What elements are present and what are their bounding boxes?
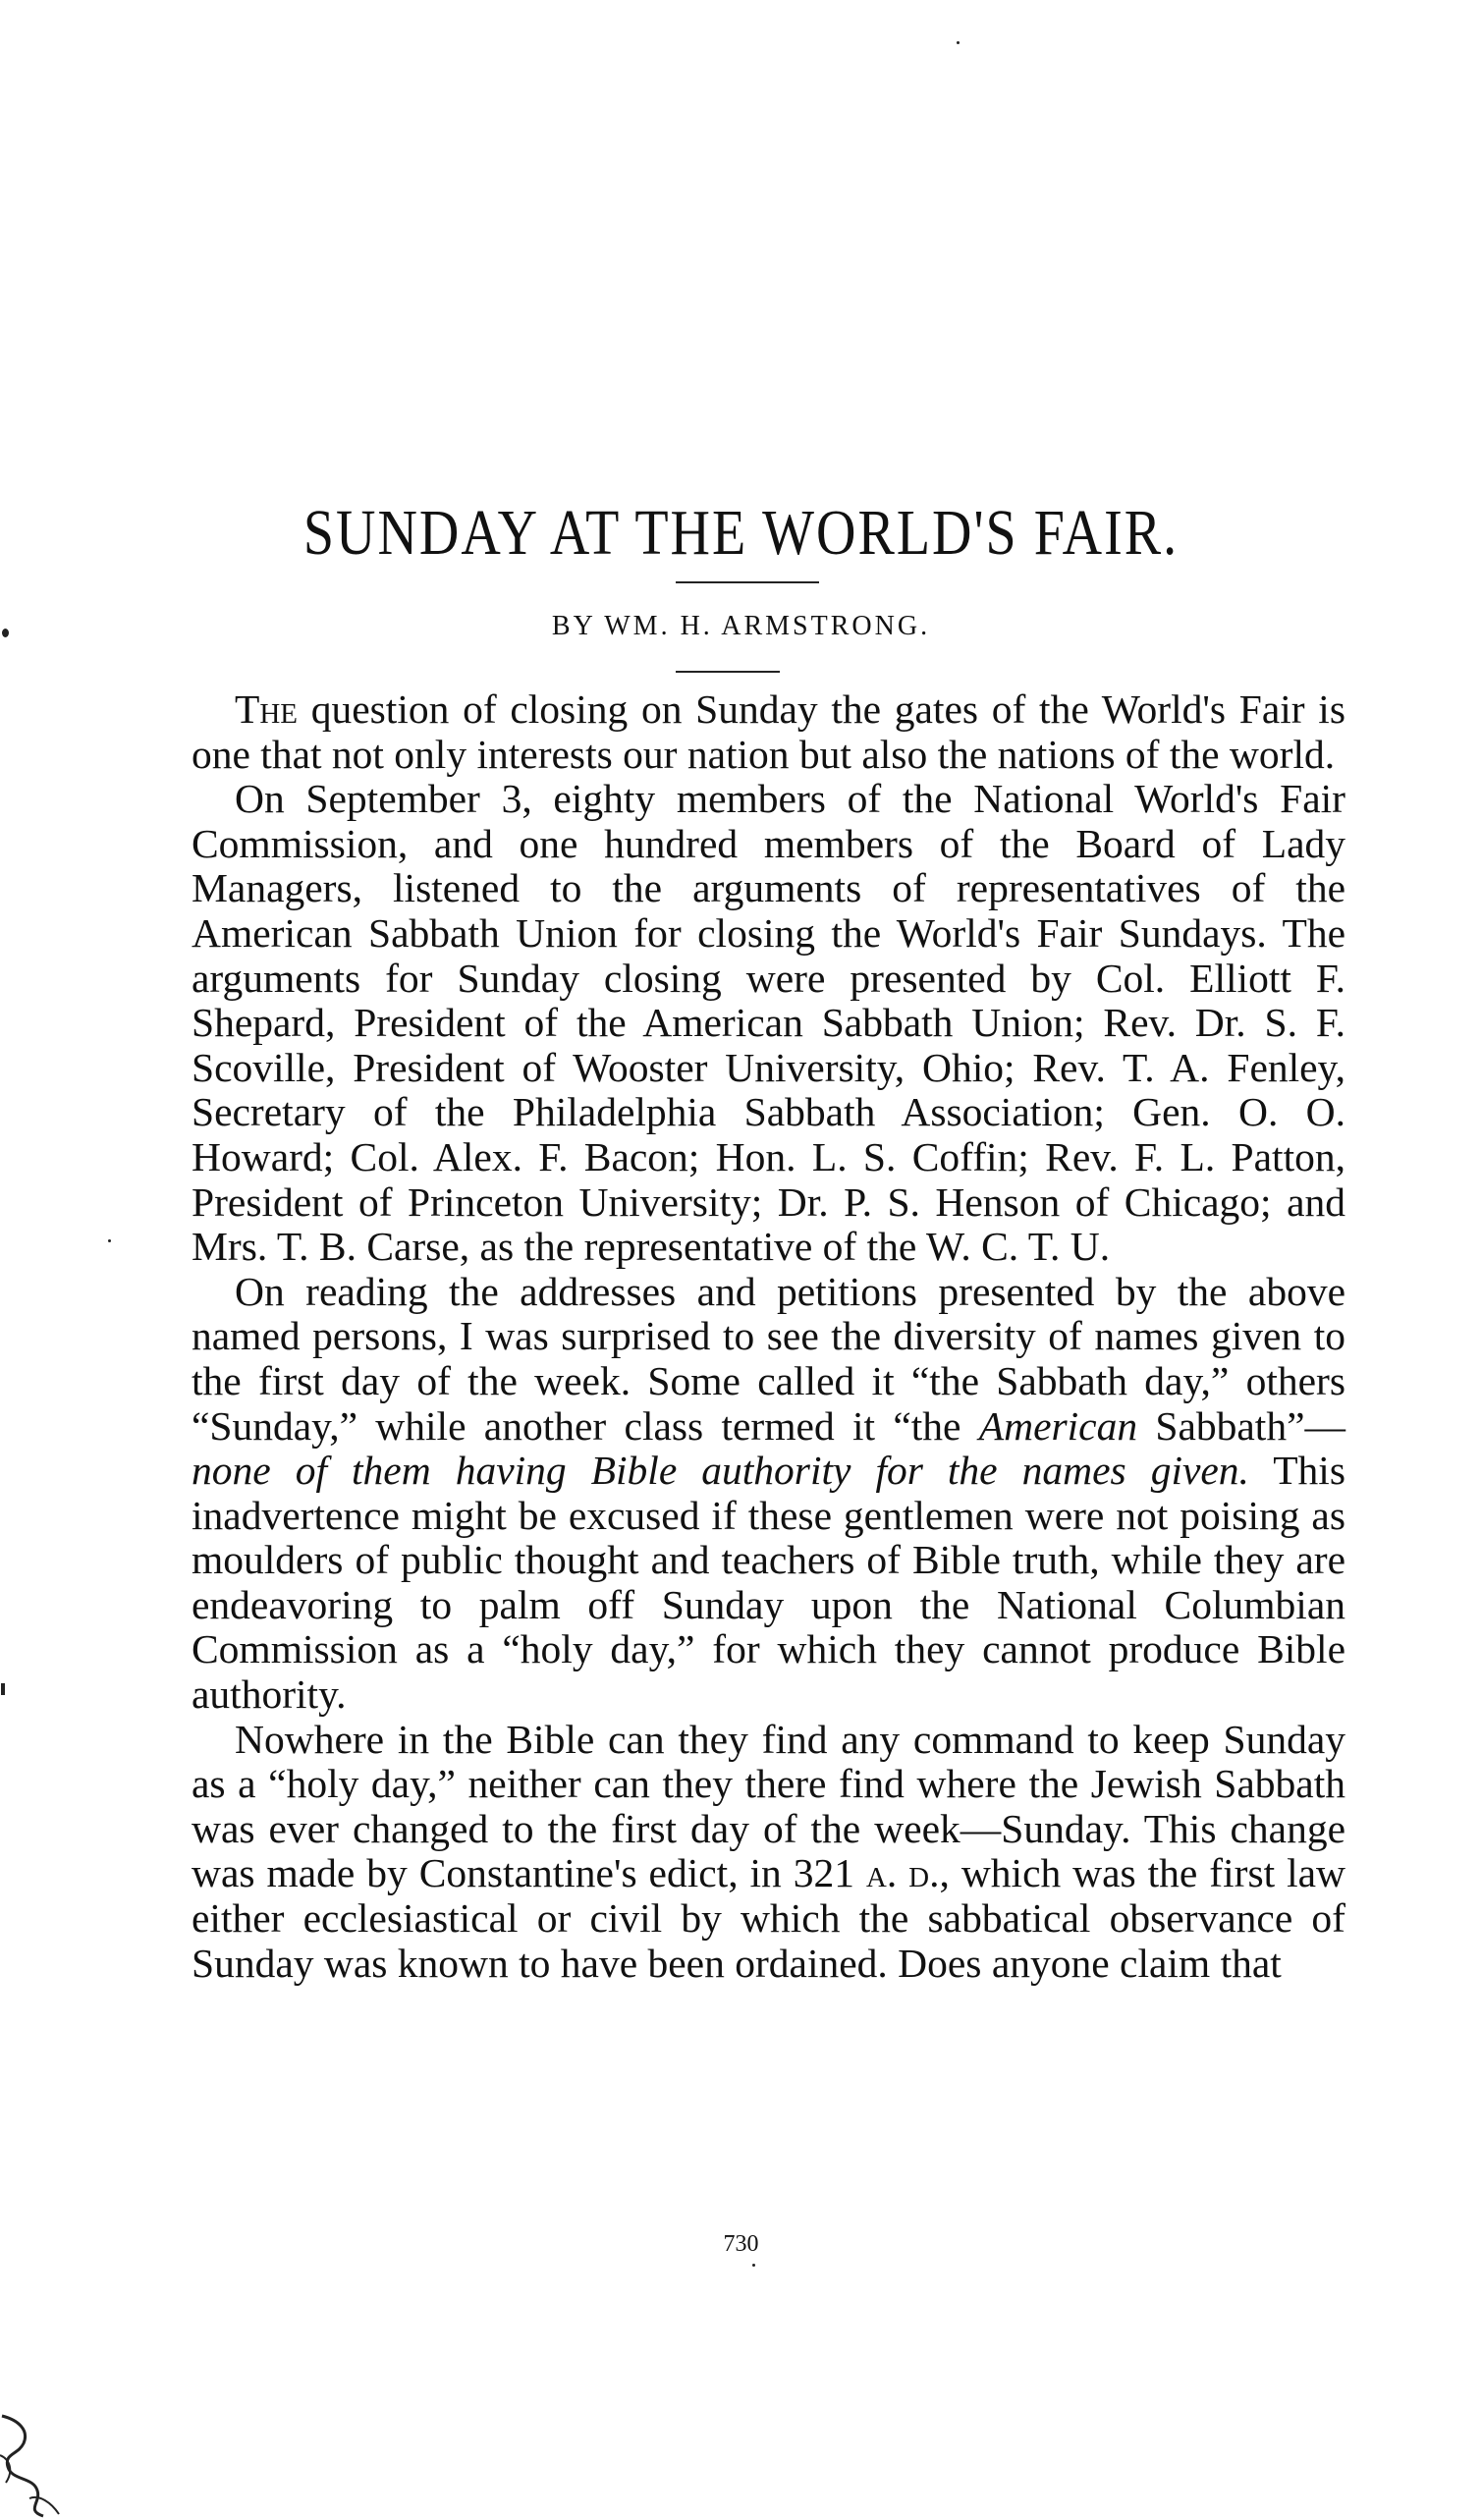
paragraph-3-italic-b: none of them having Bible authority for the names given. (192, 1448, 1249, 1494)
corner-ink-scribble (0, 2396, 79, 2520)
paragraph-1-text: question of closing on Sunday the gates of the World's Fair is one that not only interests our nation but also the nations of the world. (192, 686, 1345, 777)
margin-tick (1, 1683, 5, 1695)
paragraph-3 (192, 1270, 1345, 1718)
article-title: SUNDAY AT THE WORLD'S FAIR. (302, 497, 1180, 570)
article-body (192, 687, 1345, 1986)
paragraph-4-era: a. d. (865, 1850, 940, 1896)
paragraph-3-text-c: This inadvertence might be excused if these gentlemen were not poising as moulders of public thought and teachers of Bible truth, while they are endeavoring to palm off Sunday upon the National Columbian Commission as a “holy day,” for which they cannot produce Bible authority. (192, 1448, 1345, 1718)
paragraph-3-text-a: On reading the addresses and petitions presented by the above named persons, I was surprised to see the diversity of names given to the first day of the week. Some called it “the Sabbath day,” others “Sunday,” while another class termed it “the (192, 1268, 1345, 1449)
paragraph-3-italic-a: American (978, 1402, 1138, 1449)
paragraph-2: On September 3, eighty members of the National World's Fair Commission, and one hundred members of the Board of Lady Managers, listened to the arguments of representatives of the American Sabbath Union for closing the World's Fair Sundays. The arguments for Sunday closing were presented by Col. Elliott F. Shepard, President of the American Sabbath Union; Rev. Dr. S. F. Scoville, President of Wooster University, Ohio; Rev. T. A. Fenley, Secretary of the Philadelphia Sabbath Association; Gen. O. O. Howard; Col. Alex. F. Bacon; Hon. L. S. Coffin; Rev. F. L. Patton, President of Princeton University; Dr. P. S. Henson of Chicago; and Mrs. T. B. Carse, as the representative of the W. C. T. U. (192, 776, 1345, 1270)
paragraph-1 (192, 687, 1345, 777)
margin-speck (752, 2264, 755, 2267)
margin-speck (2, 629, 9, 637)
paragraph-3-text-b: Sabbath”— (1137, 1402, 1346, 1449)
paragraph-4 (192, 1718, 1345, 1987)
page-number: 730 (723, 2231, 759, 2257)
byline-rule (676, 671, 780, 673)
paragraph-4-text-b: , which was the first law either ecclesiastical or civil by which the sabbatical observance of Sunday was known to have been ordained. Does anyone claim that (192, 1850, 1345, 1986)
paragraph-4-text-a: Nowhere in the Bible can they find any command to keep Sunday as a “holy day,” neither can they there find where the Jewish Sabbath was ever changed to the first day of the week—Sunday. This change was made by Constantine's edict, in 321 (192, 1716, 1345, 1896)
title-rule (676, 581, 819, 583)
margin-speck (957, 41, 960, 44)
margin-speck (108, 1239, 111, 1242)
opening-word: The (235, 686, 299, 732)
article-byline: BY WM. H. ARMSTRONG. (551, 611, 931, 641)
